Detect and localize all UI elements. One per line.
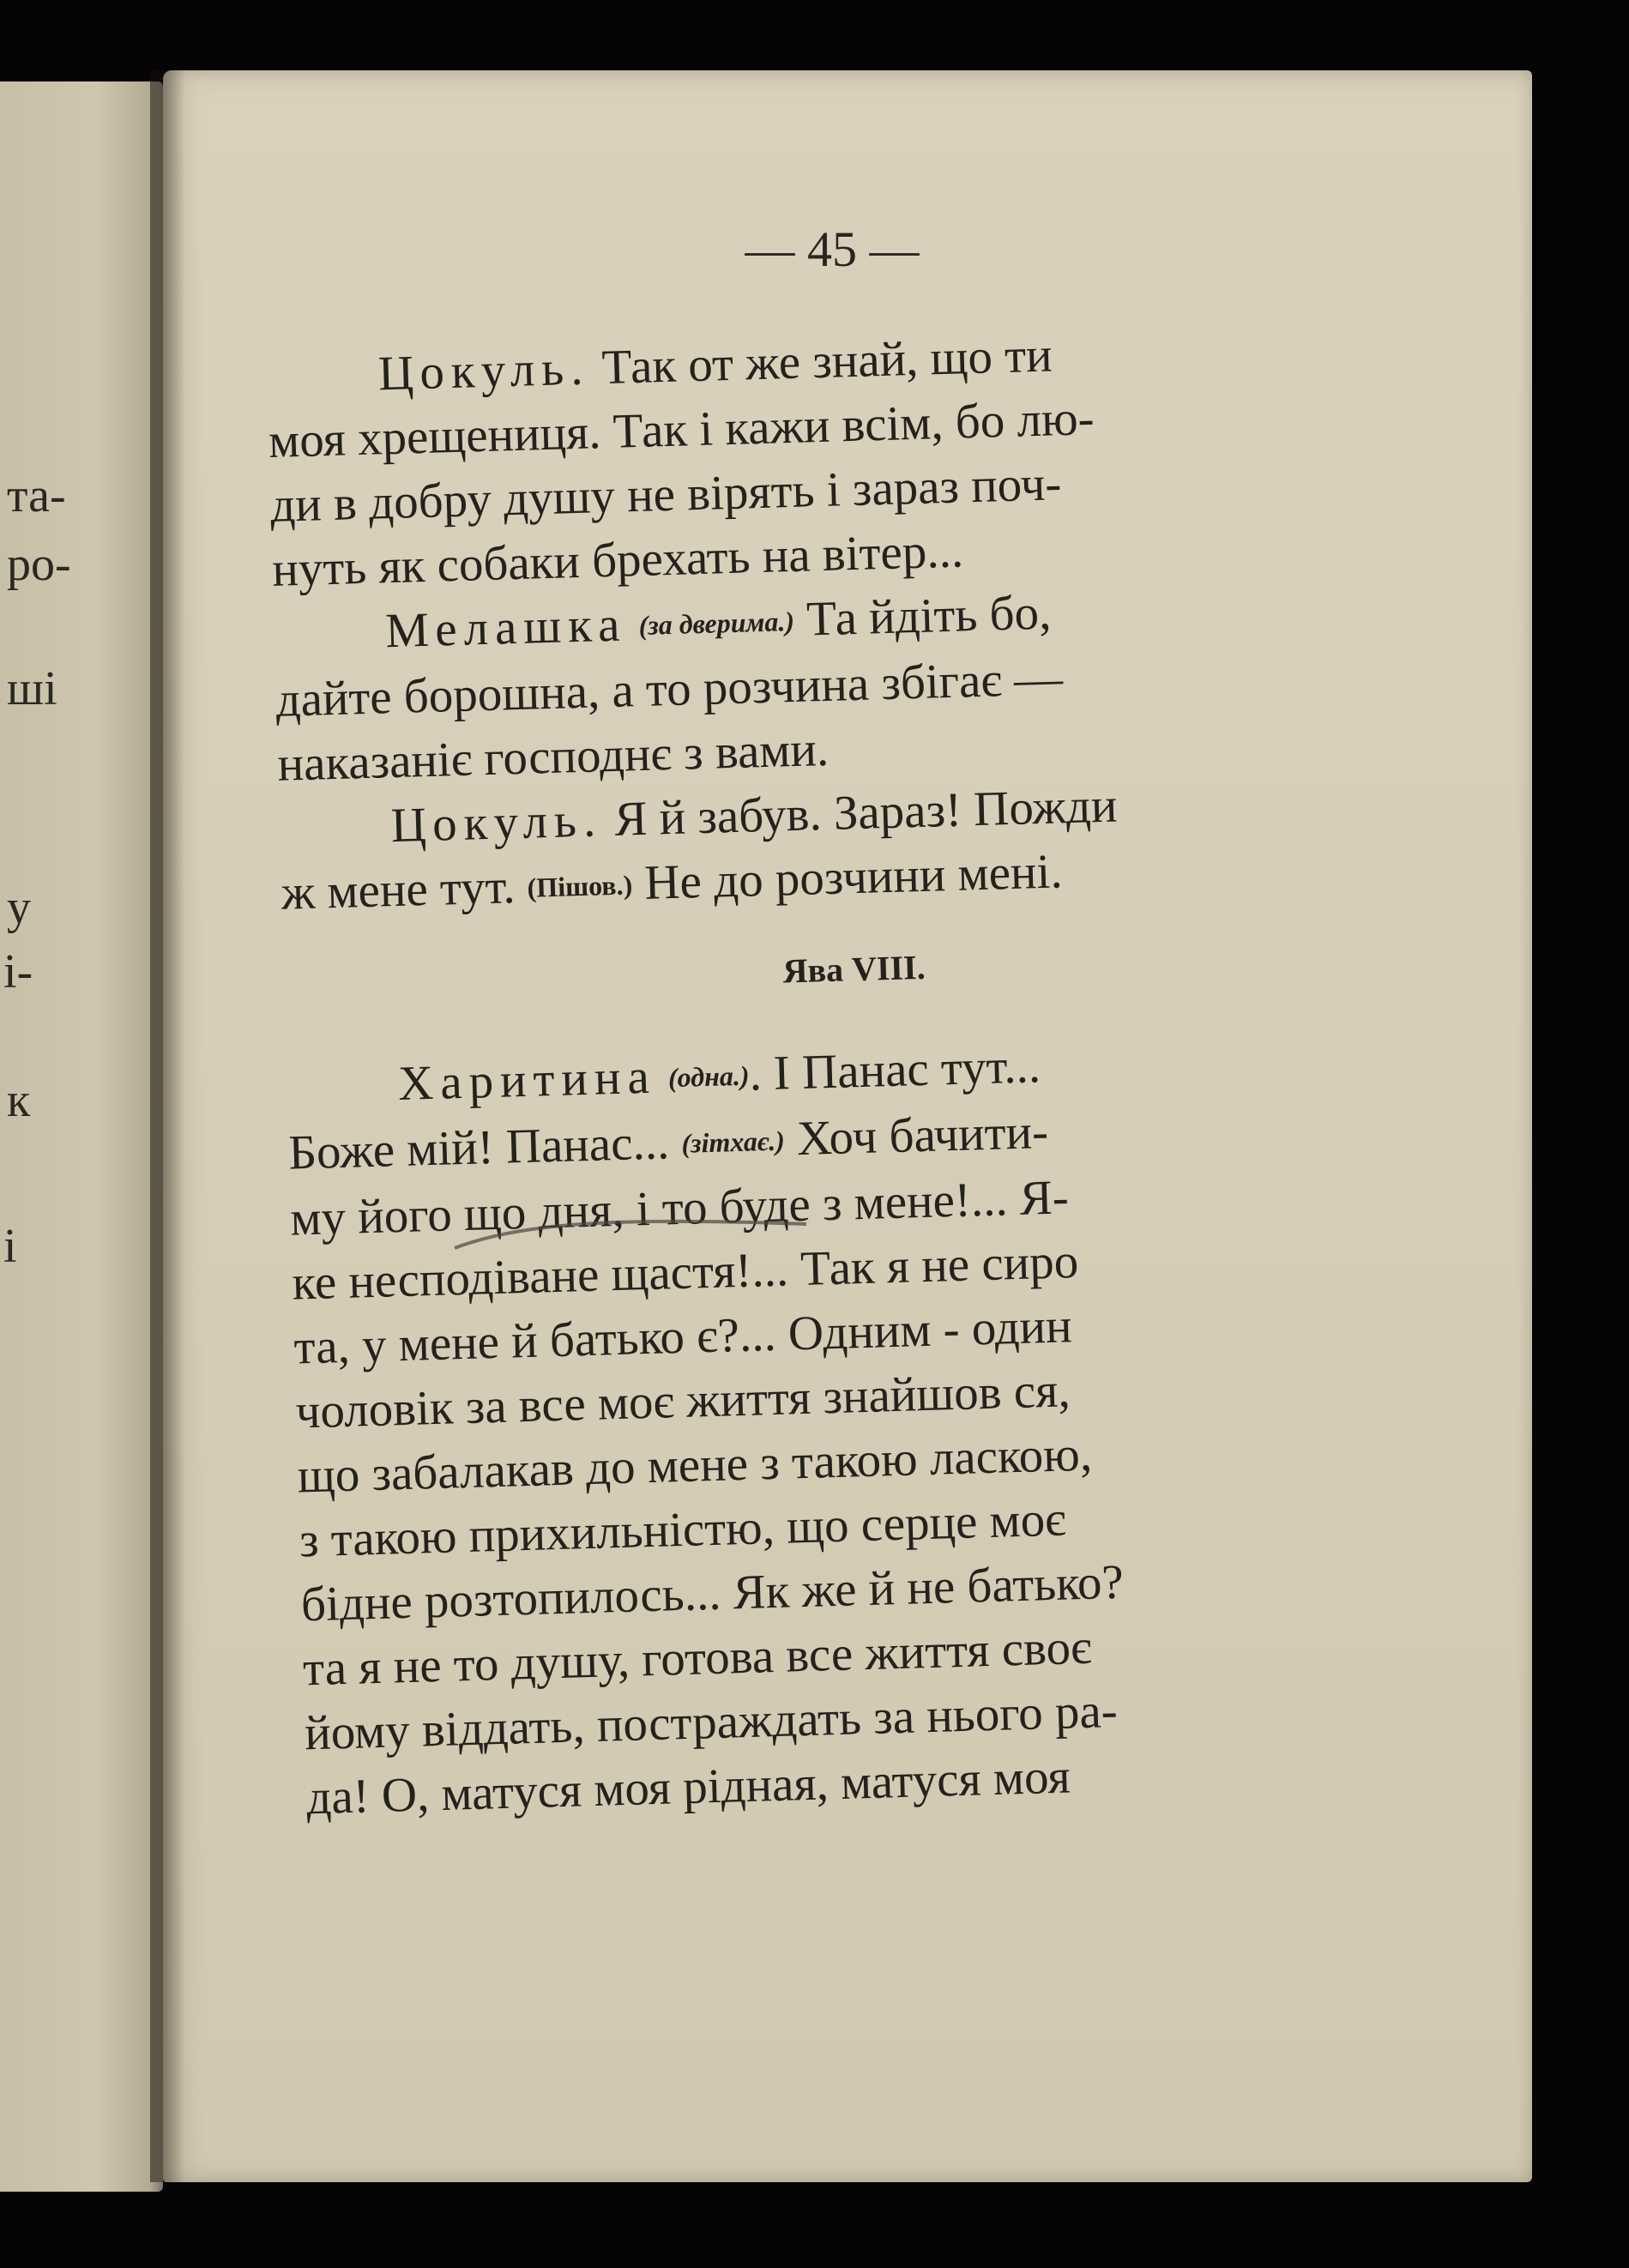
line-text: Боже мій! Панас... <box>287 1114 683 1180</box>
text-line: з такою прихильністю, що серце моє <box>299 1492 1067 1568</box>
left-page-fragment: у <box>7 881 31 934</box>
stage-direction: (одна.) <box>667 1059 750 1094</box>
pencil-underline-mark <box>446 1207 815 1258</box>
text-line: та, у мене й батько є?... Одним - один <box>293 1299 1073 1375</box>
left-facing-page <box>0 81 163 2192</box>
text-line: та я не то душу, готова все життя своє <box>302 1620 1093 1697</box>
stage-direction: (за дверима.) <box>638 605 795 641</box>
left-page-fragment: і- <box>3 945 33 998</box>
text-line: да! О, матуся моя рідная, матуся моя <box>305 1749 1071 1825</box>
dialogue-paragraph <box>266 311 1482 602</box>
speaker-name: Цокуль. <box>377 341 591 401</box>
text-line: му його що дня, і то буде з мене!... Я- <box>289 1170 1070 1246</box>
line-text: Хоч бачити- <box>783 1104 1049 1167</box>
speaker-name: Цокуль. <box>389 793 603 854</box>
book-page <box>163 70 1532 2182</box>
text-line: чоловік за все моє життя знайшов ся, <box>294 1363 1071 1439</box>
page-body <box>266 311 1517 1831</box>
line-text: Не до розчини мені. <box>631 844 1064 911</box>
stage-direction: (зітхає.) <box>680 1125 786 1159</box>
left-page-fragment: та- <box>7 469 66 522</box>
speaker-name: Мелашка <box>384 597 628 659</box>
text-line: що забалакав до мене з такою ласкою, <box>296 1427 1093 1504</box>
left-page-fragment: і <box>3 1220 17 1273</box>
page-number: — 45 — <box>745 221 920 277</box>
text-line: нуть як собаки брехать на вітер... <box>271 523 964 597</box>
text-line: наказаніє господнє з вами. <box>276 721 830 792</box>
text-line: бідне розтопилось... Як же й не батько? <box>300 1554 1125 1632</box>
book-gutter-shadow <box>150 70 184 2182</box>
speaker-name: Харитина <box>397 1049 657 1112</box>
line-text: . І Панас тут... <box>748 1039 1041 1101</box>
left-page-fragment: к <box>7 1074 31 1127</box>
line-text: Я й забув. Зараз! Пожди <box>601 778 1119 847</box>
text-line: ке несподіване щастя!... Так я не сиро <box>291 1234 1079 1311</box>
line-text: ж мене тут. <box>280 859 528 920</box>
dialogue-paragraph <box>273 569 1487 797</box>
line-text: Так от же знай, що ти <box>588 328 1053 395</box>
text-line: ди в добру душу не вірять і зараз поч- <box>269 456 1063 533</box>
dialogue-paragraph <box>286 1021 1517 1830</box>
left-page-fragment: ро- <box>7 538 71 591</box>
stage-direction: (Пішов.) <box>527 869 633 903</box>
scene-heading: Ява VIII. <box>781 947 926 991</box>
text-line: моя хрещениця. Так і кажи всім, бо лю- <box>268 391 1095 468</box>
line-text: Та йдіть бо, <box>793 585 1053 647</box>
text-line: дайте борошна, а то розчина збігає — <box>275 651 1064 727</box>
text-line: йому віддать, постраждать за нього ра- <box>304 1683 1119 1761</box>
left-page-fragment: ші <box>7 662 57 715</box>
